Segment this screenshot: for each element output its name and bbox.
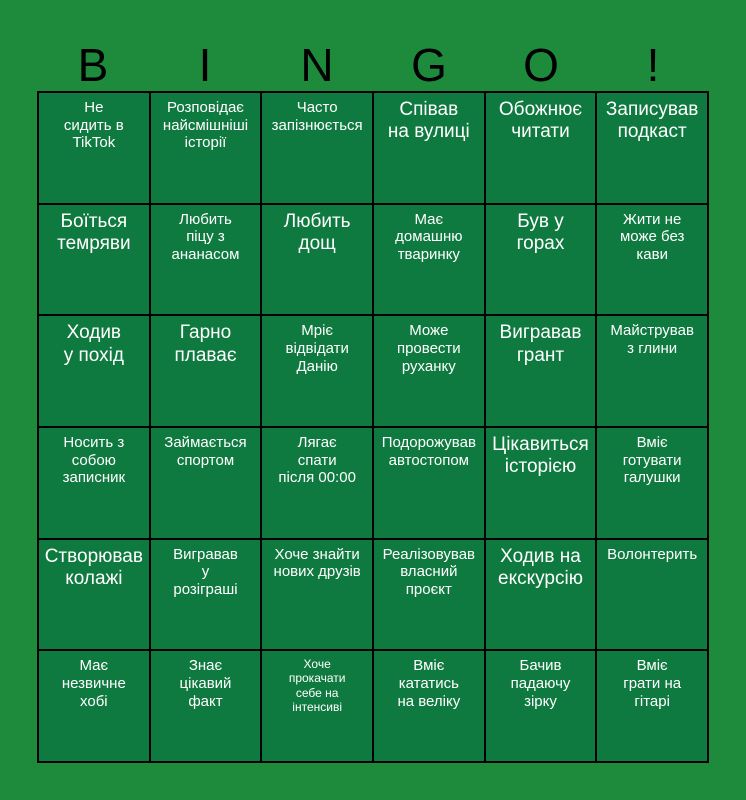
bingo-cell-text: Любить дощ — [283, 210, 351, 255]
bingo-cell-text: Майстрував з глини — [610, 322, 694, 358]
bingo-cell-text: Цікавиться історією — [492, 433, 589, 478]
bingo-cell-text: Був у горах — [516, 210, 565, 255]
bingo-cell[interactable] — [151, 540, 261, 650]
bingo-cell[interactable] — [39, 205, 149, 315]
bingo-cell[interactable] — [151, 651, 261, 761]
bingo-header — [37, 38, 709, 92]
bingo-cell-text: Мріє відвідати Данію — [285, 322, 349, 375]
header-letter-n: N — [300, 39, 334, 91]
header-letter-b: B — [77, 39, 109, 91]
bingo-cell[interactable] — [39, 428, 149, 538]
bingo-cell-text: Не сидить в TikTok — [63, 99, 124, 152]
bingo-board — [37, 91, 709, 763]
bingo-cell[interactable] — [597, 205, 707, 315]
bingo-cell-text: Часто запізнюється — [271, 99, 363, 134]
bingo-cell[interactable] — [262, 428, 372, 538]
bingo-cell-text: Вигравав грант — [499, 322, 582, 366]
bingo-cell[interactable] — [486, 540, 596, 650]
bingo-cell[interactable] — [39, 540, 149, 650]
bingo-cell[interactable] — [597, 316, 707, 426]
bingo-cell[interactable] — [374, 205, 484, 315]
bingo-cell[interactable] — [597, 540, 707, 650]
bingo-cell[interactable] — [486, 651, 596, 761]
bingo-cell[interactable] — [151, 93, 261, 203]
bingo-cell[interactable] — [262, 205, 372, 315]
bingo-cell-text: Ходив у похід — [63, 322, 124, 366]
bingo-cell-text: Вміє готувати галушки — [622, 433, 682, 487]
bingo-cell-text: Гарно плаває — [174, 322, 237, 366]
bingo-cell-text: Знає цікавий факт — [179, 657, 232, 710]
bingo-cell[interactable] — [262, 316, 372, 426]
bingo-cell-text: Вигравав у розіграші — [173, 545, 238, 599]
bingo-cell-text: Реалізовував власний проєкт — [382, 545, 476, 599]
bingo-cell[interactable] — [486, 205, 596, 315]
bingo-cell[interactable] — [374, 540, 484, 650]
bingo-cell-text: Подорожував автостопом — [381, 433, 476, 469]
bingo-cell[interactable] — [39, 316, 149, 426]
bingo-cell-text: Ходив на екскурсію — [498, 545, 583, 590]
bingo-cell[interactable] — [597, 428, 707, 538]
bingo-cell[interactable] — [151, 205, 261, 315]
bingo-cell-text: Обожнює читати — [498, 99, 583, 143]
bingo-cell[interactable] — [262, 93, 372, 203]
bingo-cell[interactable] — [486, 93, 596, 203]
bingo-cell-text: Боїться темряви — [57, 210, 131, 255]
bingo-cell[interactable] — [597, 651, 707, 761]
bingo-cell-text: Любить піцу з ананасом — [171, 210, 240, 264]
bingo-cell-text: Займається спортом — [164, 433, 247, 469]
bingo-cell-text: Вміє грати на гітарі — [623, 657, 682, 710]
bingo-cell-text: Має незвичне хобі — [61, 657, 126, 710]
bingo-cell-text: Лягає спати після 00:00 — [278, 433, 356, 487]
bingo-cell[interactable] — [486, 316, 596, 426]
bingo-cell-text: Має домашню тваринку — [395, 210, 463, 264]
bingo-cell-text: Може провести руханку — [396, 322, 461, 375]
bingo-cell[interactable] — [151, 316, 261, 426]
bingo-cell[interactable] — [374, 428, 484, 538]
bingo-cell[interactable] — [151, 428, 261, 538]
bingo-cell[interactable] — [262, 540, 372, 650]
header-letter-i: I — [198, 39, 212, 91]
bingo-cell-text: Створював колажі — [44, 545, 143, 590]
bingo-cell-text: Розповідає найсмішніші історії — [162, 99, 249, 152]
bingo-cell-text: Записував подкаст — [605, 99, 699, 143]
header-letter-exclamation: ! — [646, 39, 660, 91]
bingo-cell[interactable] — [39, 651, 149, 761]
bingo-cell[interactable] — [486, 428, 596, 538]
bingo-cell[interactable] — [374, 316, 484, 426]
bingo-cell-text: Вміє кататись на веліку — [397, 657, 461, 710]
bingo-cell-text: Співав на вулиці — [387, 99, 470, 143]
bingo-cell-text: Бачив падаючу зірку — [510, 657, 571, 710]
header-letter-o: O — [523, 39, 559, 91]
bingo-cell-text: Волонтерить — [607, 545, 698, 563]
bingo-cell[interactable] — [374, 93, 484, 203]
bingo-cell[interactable] — [597, 93, 707, 203]
bingo-cell-text: Жити не може без кави — [619, 210, 685, 264]
header-letter-g: G — [411, 39, 447, 91]
bingo-cell[interactable] — [374, 651, 484, 761]
bingo-cell[interactable] — [39, 93, 149, 203]
bingo-cell-text: Хоче знайти нових друзів — [273, 545, 361, 581]
bingo-cell[interactable] — [262, 651, 372, 761]
bingo-cell-text: Хоче прокачати себе на інтенсиві — [288, 657, 346, 714]
bingo-cell-text: Носить з собою записник — [62, 433, 126, 487]
